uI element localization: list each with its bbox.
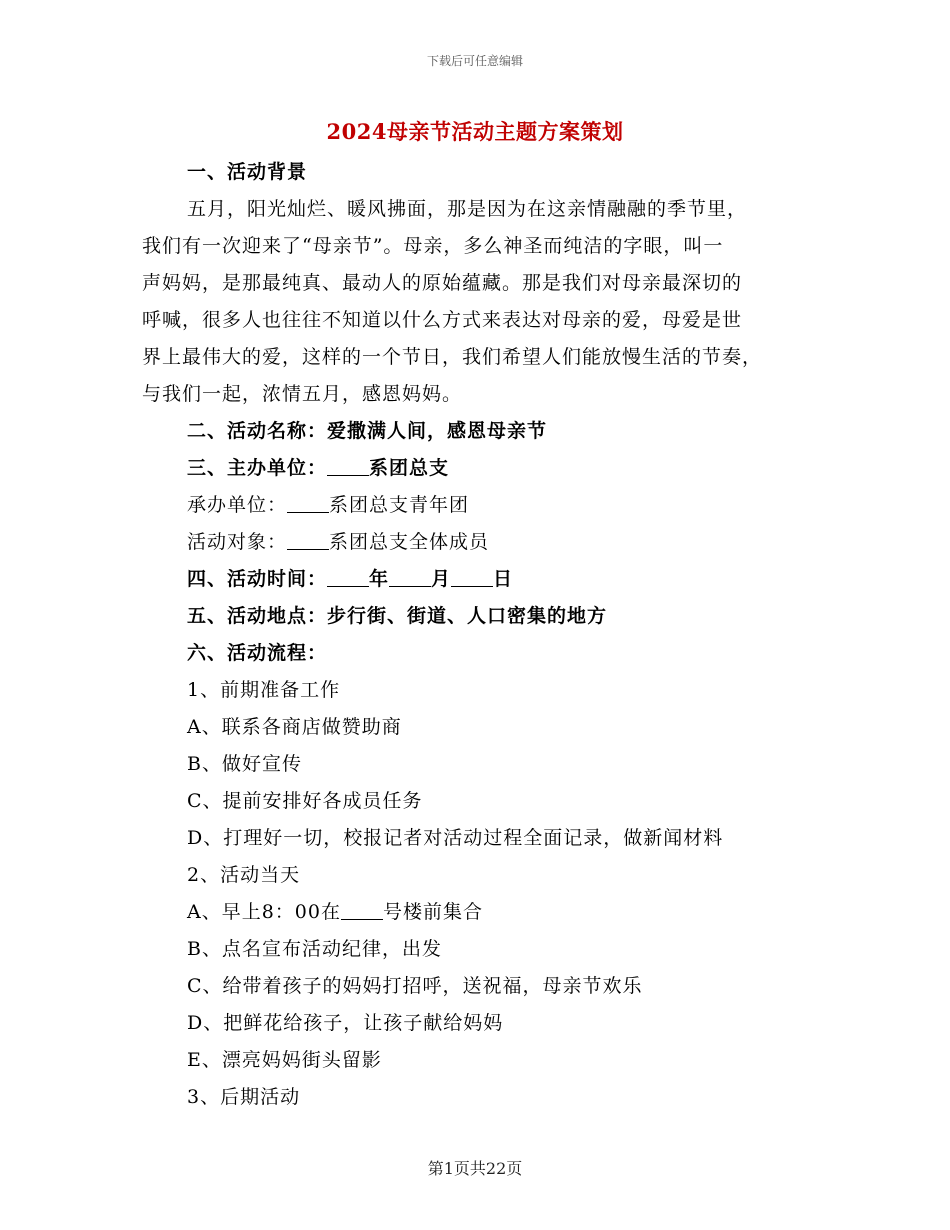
paragraph-line: 与我们一起，浓情五月，感恩妈妈。 — [142, 383, 463, 405]
list-item: E、漂亮妈妈街头留影 — [187, 1049, 382, 1071]
paragraph-line: 呼喊，很多人也往往不知道以什么方式来表达对母亲的爱，母爱是世 — [142, 309, 743, 331]
item-a-post: 号楼前集合 — [383, 901, 484, 923]
section-heading-time — [142, 561, 810, 598]
document-title: 2024母亲节活动主题方案策划 — [326, 119, 624, 144]
paragraph-line: 我们有一次迎来了“母亲节”。母亲，多么神圣而纯洁的字眼，叫一 — [142, 235, 724, 257]
item-a-pre: A、早上8：00在 — [187, 901, 341, 923]
blank-fill — [327, 453, 369, 476]
subheading-day: 2、活动当天 — [187, 864, 301, 886]
subheading-prep: 1、前期准备工作 — [187, 679, 341, 701]
time-month: 月 — [431, 568, 452, 590]
audience-line — [142, 524, 810, 561]
list-item: D、打理好一切，校报记者对活动过程全面记录，做新闻材料 — [187, 827, 724, 849]
blank-fill — [341, 897, 383, 920]
section-heading-name: 二、活动名称：爱撒满人间，感恩母亲节 — [187, 420, 548, 442]
blank-fill — [327, 564, 369, 587]
audience-value: 系团总支全体成员 — [329, 531, 490, 553]
list-item: D、把鲜花给孩子，让孩子献给妈妈 — [187, 1012, 504, 1034]
header-note: 下载后可任意编辑 — [426, 54, 523, 68]
blank-fill — [287, 527, 329, 550]
section-heading-flow: 六、活动流程： — [187, 642, 328, 664]
subheading-post: 3、后期活动 — [187, 1086, 301, 1108]
organizer-label: 三、主办单位： — [187, 457, 328, 479]
list-item: A、联系各商店做赞助商 — [187, 716, 402, 738]
list-item: B、点名宣布活动纪律，出发 — [187, 938, 442, 960]
blank-fill — [451, 564, 493, 587]
list-item: C、提前安排好各成员任务 — [187, 790, 423, 812]
time-year: 年 — [369, 568, 390, 590]
organizer-value: 系团总支 — [369, 457, 450, 479]
co-organizer-label: 承办单位： — [187, 494, 288, 516]
list-item: C、给带着孩子的妈妈打招呼，送祝福，母亲节欢乐 — [187, 975, 643, 997]
page-number: 第1页共22页 — [427, 1159, 523, 1178]
blank-fill — [389, 564, 431, 587]
blank-fill — [287, 490, 329, 513]
audience-label: 活动对象： — [187, 531, 288, 553]
list-item — [142, 894, 810, 931]
paragraph-line: 五月，阳光灿烂、暖风拂面，那是因为在这亲情融融的季节里， — [187, 198, 748, 220]
co-organizer-value: 系团总支青年团 — [329, 494, 470, 516]
paragraph-line: 声妈妈，是那最纯真、最动人的原始蕴藏。那是我们对母亲最深切的 — [142, 272, 743, 294]
paragraph-line: 界上最伟大的爱，这样的一个节日，我们希望人们能放慢生活的节奏， — [142, 346, 763, 368]
document-body — [142, 154, 810, 1116]
list-item: B、做好宣传 — [187, 753, 302, 775]
time-label: 四、活动时间： — [187, 568, 328, 590]
time-day: 日 — [493, 568, 514, 590]
co-organizer-line — [142, 487, 810, 524]
section-heading-place: 五、活动地点：步行街、街道、人口密集的地方 — [187, 605, 608, 627]
section-heading-background: 一、活动背景 — [187, 161, 308, 183]
section-heading-organizer — [142, 450, 810, 487]
